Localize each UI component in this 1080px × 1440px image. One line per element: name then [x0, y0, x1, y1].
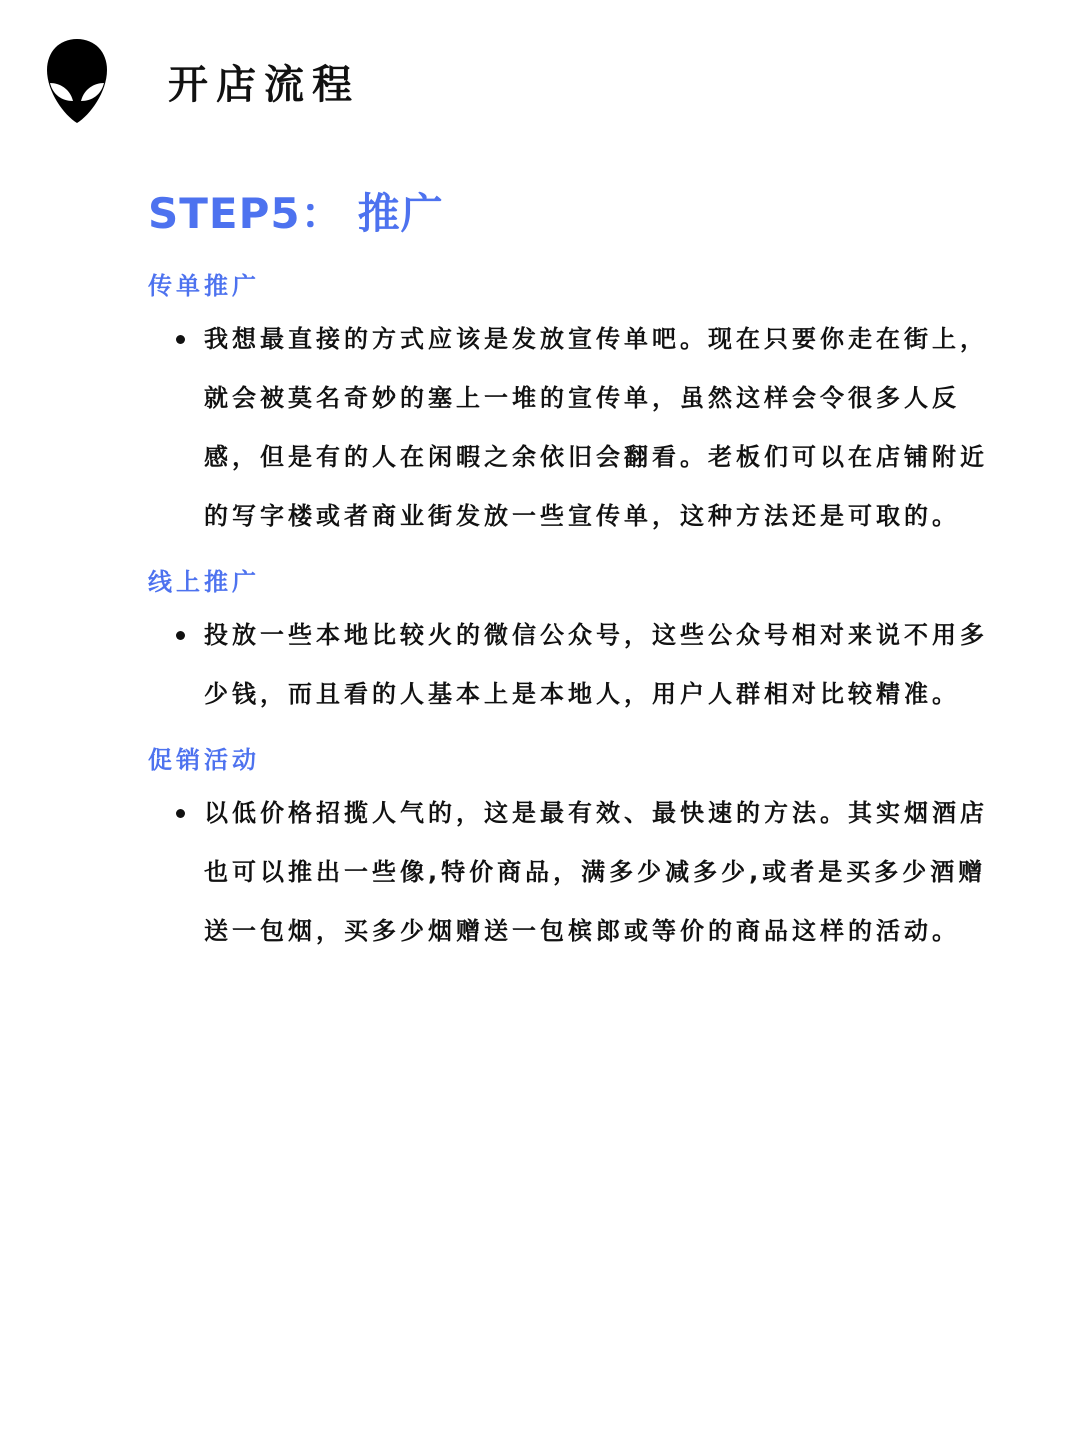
- bullet-item-flyers: [204, 310, 1008, 546]
- bullet-list-online: [148, 606, 1008, 724]
- bullet-list-flyers: [148, 310, 1008, 546]
- bullet-text: 投放一些本地比较火的微信公众号，这些公众号相对来说不用多少钱，而且看的人基本上是本地人，用户人群相对比较精准。: [204, 621, 988, 708]
- step-label: STEP5：: [148, 189, 344, 238]
- section-heading-online: 线上推广: [148, 568, 260, 596]
- main-content: [148, 178, 1008, 961]
- bullet-text: 以低价格招揽人气的，这是最有效、最快速的方法。其实烟酒店也可以推出一些像,特价商品，满多少减多少,或者是买多少酒赠送一包烟，买多少烟赠送一包槟郎或等价的商品这样的活动。: [204, 799, 988, 945]
- bullet-dot: [176, 809, 185, 818]
- bullet-item-online: [204, 606, 1008, 724]
- bullet-list-promotion: [148, 784, 1008, 961]
- section-heading-flyers: 传单推广: [148, 272, 260, 300]
- bullet-item-promotion: [204, 784, 1008, 961]
- bullet-dot: [176, 335, 185, 344]
- alien-head-icon: [44, 37, 110, 125]
- step-name: 推广: [357, 189, 444, 238]
- page-header: [44, 36, 360, 126]
- section-heading-promotion: 促销活动: [148, 746, 260, 774]
- bullet-dot: [176, 631, 185, 640]
- document-title: 开店流程: [168, 61, 360, 108]
- step-title: [148, 178, 1008, 250]
- bullet-text: 我想最直接的方式应该是发放宣传单吧。现在只要你走在街上，就会被莫名奇妙的塞上一堆的宣传单，虽然这样会令很多人反感，但是有的人在闲暇之余依旧会翻看。老板们可以在店铺附近的写字楼或者商业街发放一些宣传单，这种方法还是可取的。: [204, 325, 988, 530]
